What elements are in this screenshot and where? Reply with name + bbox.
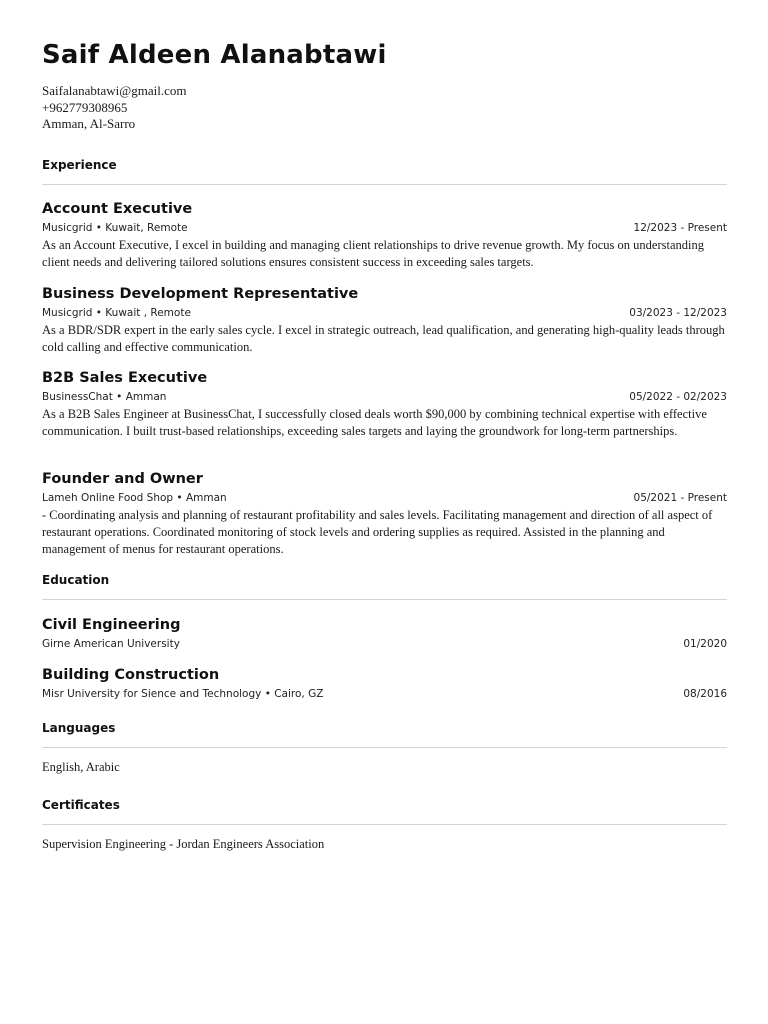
entry-title: Founder and Owner — [42, 471, 203, 487]
languages-text: English, Arabic — [42, 760, 120, 774]
entry-date: 03/2023 - 12/2023 — [629, 307, 727, 319]
entry-date: 12/2023 - Present — [633, 222, 727, 234]
entry-organization: Musicgrid • Kuwait , Remote — [42, 307, 191, 319]
contact-email[interactable]: Saifalanabtawi@gmail.com — [42, 83, 187, 98]
entry-title: Business Development Representative — [42, 286, 359, 302]
entry-date: 05/2021 - Present — [633, 492, 727, 504]
section-divider — [42, 184, 727, 185]
entry-meta — [42, 687, 727, 702]
candidate-name: Saif Aldeen Alanabtawi — [42, 40, 387, 70]
certificates-heading-label: Certificates — [42, 798, 120, 812]
section-divider — [42, 747, 727, 748]
certificates-section-heading — [42, 798, 727, 812]
entry-organization: Lameh Online Food Shop • Amman — [42, 492, 227, 504]
entry-description: As an Account Executive, I excel in building and managing client relationships to drive revenue growth. My focus on understanding client needs and delivering tailored solutions ensures consistent success in exceeding sales targets. — [42, 238, 704, 269]
entry-meta — [42, 221, 727, 236]
section-divider — [42, 824, 727, 825]
entry-organization: Misr University for Sience and Technology • Cairo, GZ — [42, 688, 324, 700]
contact-phone[interactable]: +962779308965 — [42, 99, 128, 115]
entry-organization: BusinessChat • Amman — [42, 391, 167, 403]
entry-organization: Girne American University — [42, 638, 180, 650]
section-divider — [42, 599, 727, 600]
entry-description: - Coordinating analysis and planning of restaurant profitability and sales levels. Facilitating management and direction of all aspect of restaurant operations. Coordinated monitoring of stock levels and ordering supplies as required. Assisted in the planning and management of menus for restaurant operations. — [42, 508, 713, 556]
entry-organization: Musicgrid • Kuwait, Remote — [42, 222, 188, 234]
entry-meta — [42, 306, 727, 321]
experience-entry — [42, 369, 727, 440]
certificates-text: Supervision Engineering - Jordan Engineers Association — [42, 837, 325, 851]
entry-date: 05/2022 - 02/2023 — [629, 391, 727, 403]
entry-date: 08/2016 — [683, 688, 727, 700]
entry-title: B2B Sales Executive — [42, 370, 208, 386]
experience-entry — [42, 200, 727, 271]
entry-title: Building Construction — [42, 667, 220, 683]
languages-heading-label: Languages — [42, 721, 116, 735]
entry-meta — [42, 390, 727, 405]
entry-date: 01/2020 — [683, 638, 727, 650]
contact-location: Amman, Al-Sarro — [42, 116, 136, 131]
education-entry — [42, 616, 727, 652]
experience-heading-label: Experience — [42, 158, 117, 172]
entry-meta — [42, 637, 727, 652]
education-entry — [42, 666, 727, 702]
education-section-heading — [42, 573, 727, 587]
experience-section-heading — [42, 158, 727, 172]
experience-entry — [42, 470, 727, 557]
experience-entry — [42, 285, 727, 356]
entry-description: As a BDR/SDR expert in the early sales cycle. I excel in strategic outreach, lead qualification, and generating high-quality leads through cold calling and effective communication. — [42, 323, 725, 354]
entry-meta — [42, 491, 727, 506]
entry-title: Civil Engineering — [42, 617, 181, 633]
contact-block — [42, 83, 186, 133]
entry-title: Account Executive — [42, 201, 193, 217]
education-heading-label: Education — [42, 573, 110, 587]
entry-description: As a B2B Sales Engineer at BusinessChat, I successfully closed deals worth $90,000 by combining technical expertise with effective communication. I built trust-based relationships, exceeding sales targets and laying the groundwork for long-term partnerships. — [42, 407, 707, 438]
languages-section-heading — [42, 721, 727, 735]
